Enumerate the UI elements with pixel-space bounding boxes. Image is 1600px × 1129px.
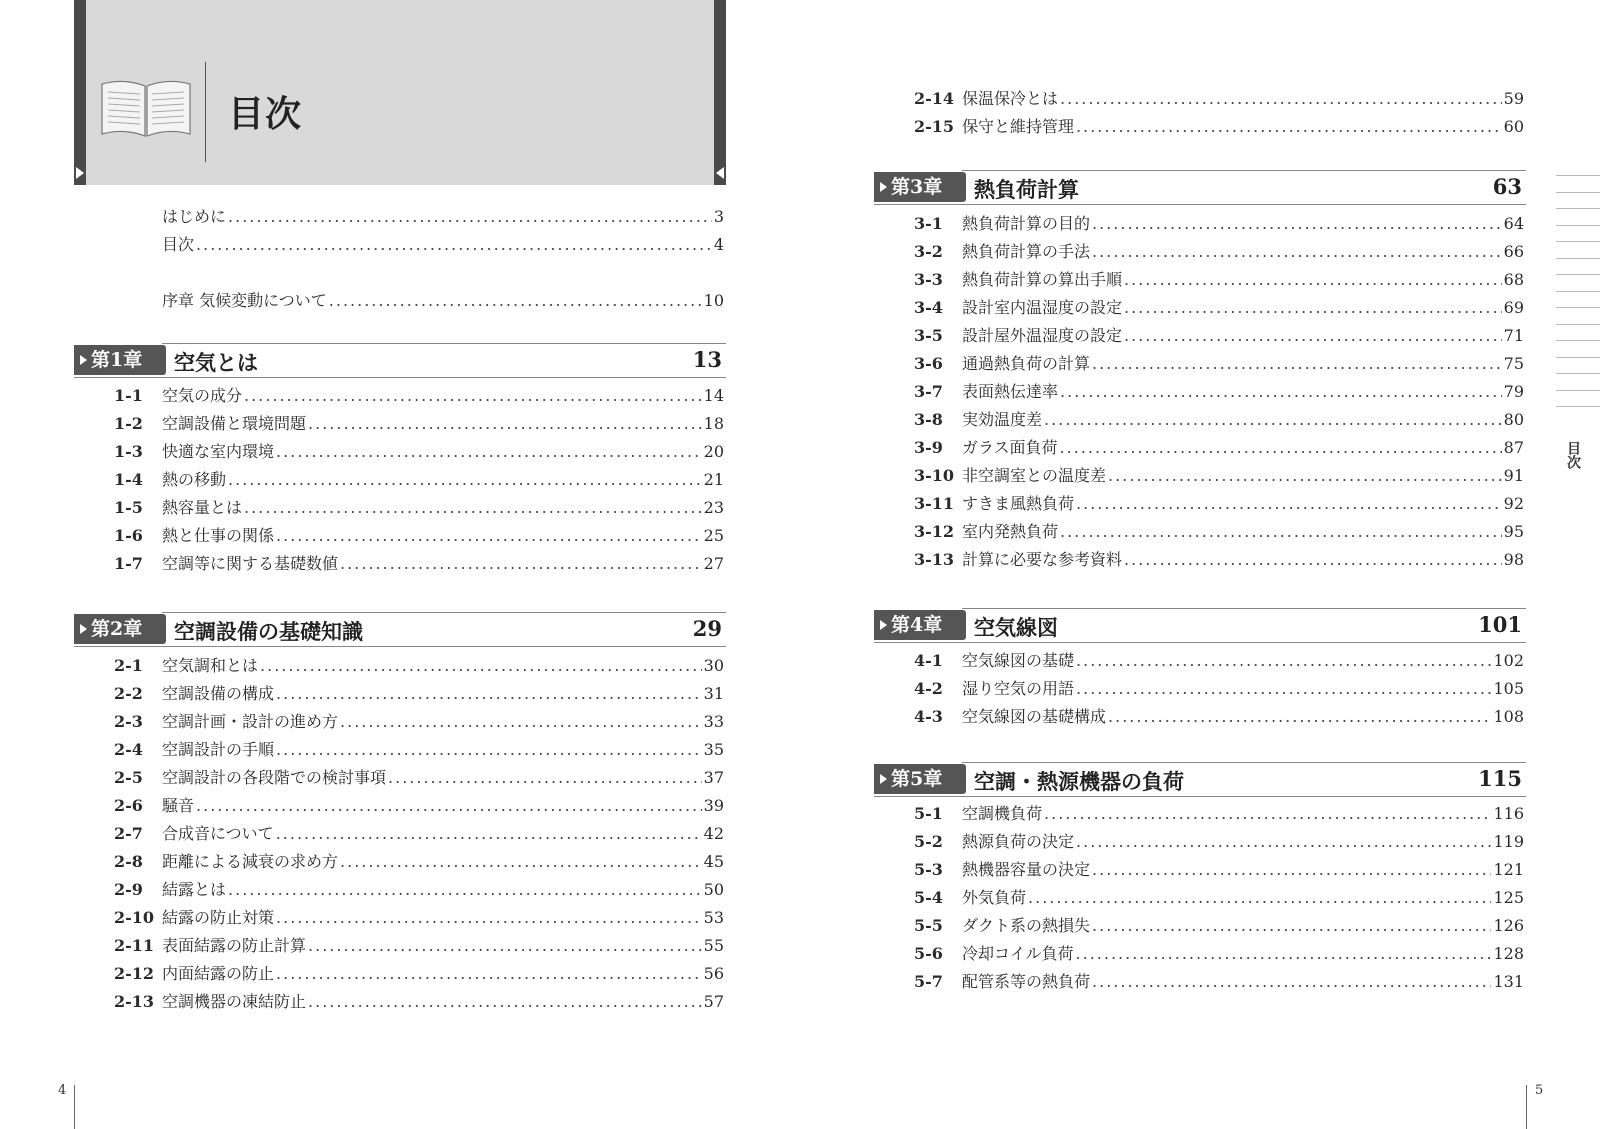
section-number: 2-5	[114, 768, 143, 787]
section-page: 98	[1503, 550, 1524, 569]
section-title: 合成音について	[162, 824, 274, 843]
section-number: 3-11	[914, 494, 955, 513]
section-number: 5-4	[914, 888, 943, 907]
section-number: 1-3	[114, 442, 143, 461]
section-title: 外気負荷	[962, 888, 1027, 907]
chapter-page: 115	[1478, 766, 1522, 791]
section-number: 3-9	[914, 438, 943, 457]
section-number: 3-8	[914, 410, 943, 429]
leader-dots	[340, 554, 702, 573]
section-number: 2-3	[114, 712, 143, 731]
section-page: 128	[1493, 944, 1524, 963]
section-page: 131	[1493, 972, 1524, 991]
section-page: 21	[703, 470, 724, 489]
toc-entry[interactable]	[914, 351, 1524, 375]
open-book-icon	[100, 78, 192, 140]
leader-dots	[340, 712, 702, 731]
section-number: 2-6	[114, 796, 143, 815]
title-divider	[205, 62, 206, 162]
chapter-page: 101	[1478, 612, 1522, 637]
chapter-badge-label: 第3章	[891, 176, 943, 198]
section-number: 2-13	[114, 992, 155, 1011]
toc-entry[interactable]	[914, 407, 1524, 431]
play-arrow-icon	[880, 620, 887, 630]
leader-dots	[1060, 89, 1502, 108]
leader-dots	[1076, 117, 1502, 136]
entry-page: 10	[703, 291, 724, 310]
section-title: 熱の移動	[162, 470, 227, 489]
toc-entry[interactable]	[914, 239, 1524, 263]
play-arrow-icon	[80, 624, 87, 634]
toc-entry[interactable]	[114, 905, 724, 929]
section-number: 3-4	[914, 298, 943, 317]
chapter-badge	[874, 764, 966, 794]
section-title: 設計屋外温湿度の設定	[962, 326, 1123, 345]
leader-dots	[308, 936, 702, 955]
toc-entry[interactable]	[914, 114, 1524, 138]
leader-dots	[244, 386, 702, 405]
chapter-page: 13	[692, 347, 722, 372]
chapter-title: 空気とは	[174, 350, 258, 375]
section-number: 5-1	[914, 804, 943, 823]
toc-entry[interactable]	[914, 648, 1524, 672]
toc-entry[interactable]	[914, 211, 1524, 235]
section-number: 2-2	[114, 684, 143, 703]
section-title: 設計室内温湿度の設定	[962, 298, 1123, 317]
chapter-title: 空調設備の基礎知識	[174, 619, 363, 644]
section-number: 4-3	[914, 707, 943, 726]
side-index-tab	[1556, 175, 1600, 423]
section-title: 空気線図の基礎構成	[962, 707, 1107, 726]
toc-entry[interactable]	[914, 829, 1524, 853]
section-number: 3-10	[914, 466, 955, 485]
section-number: 2-12	[114, 964, 155, 983]
entry-title: はじめに	[162, 207, 227, 226]
section-page: 53	[703, 908, 724, 927]
entry-page: 3	[713, 207, 724, 226]
section-number: 3-6	[914, 354, 943, 373]
leader-dots	[1076, 651, 1491, 670]
chapter-badge-label: 第2章	[91, 618, 143, 640]
toc-entry[interactable]	[914, 295, 1524, 319]
toc-entry[interactable]	[114, 821, 724, 845]
section-page: 71	[1503, 326, 1524, 345]
section-number: 5-6	[914, 944, 943, 963]
chapter-heading-1[interactable]	[74, 345, 726, 378]
section-page: 108	[1493, 707, 1524, 726]
leader-dots	[276, 526, 702, 545]
section-number: 2-1	[114, 656, 143, 675]
toc-entry[interactable]	[114, 495, 724, 519]
section-title: 空調設備と環境問題	[162, 414, 307, 433]
section-page: 64	[1503, 214, 1524, 233]
section-page: 37	[703, 768, 724, 787]
section-title: 冷却コイル負荷	[962, 944, 1074, 963]
section-page: 119	[1493, 832, 1524, 851]
section-number: 4-1	[914, 651, 943, 670]
page-title: 目次	[228, 93, 303, 135]
toc-entry[interactable]	[914, 379, 1524, 403]
section-number: 2-14	[914, 89, 955, 108]
section-number: 5-3	[914, 860, 943, 879]
toc-entry[interactable]	[914, 491, 1524, 515]
toc-entry[interactable]	[914, 86, 1524, 110]
header-corner-marker-right	[716, 167, 724, 179]
leader-dots	[276, 684, 702, 703]
chapter-heading-2[interactable]	[74, 614, 726, 647]
section-title: 騒音	[162, 796, 195, 815]
section-title: 室内発熱負荷	[962, 522, 1059, 541]
toc-entry[interactable]	[114, 961, 724, 985]
section-page: 55	[703, 936, 724, 955]
section-number: 3-12	[914, 522, 955, 541]
section-title: 保温保冷とは	[962, 89, 1059, 108]
section-page: 66	[1503, 242, 1524, 261]
leader-dots	[228, 470, 702, 489]
section-page: 69	[1503, 298, 1524, 317]
section-number: 2-11	[114, 936, 155, 955]
leader-dots	[1092, 860, 1491, 879]
chapter-page: 63	[1492, 174, 1522, 199]
section-title: 距離による減衰の求め方	[162, 852, 339, 871]
section-title: 熱負荷計算の手法	[962, 242, 1091, 261]
section-title: 空気線図の基礎	[962, 651, 1075, 670]
toc-entry[interactable]	[114, 793, 724, 817]
section-title: 非空調室との温度差	[962, 466, 1107, 485]
chapter-heading-4[interactable]	[874, 610, 1526, 643]
chapter-heading-5[interactable]	[874, 764, 1526, 797]
section-title: 計算に必要な参考資料	[962, 550, 1123, 569]
section-title: 配管系等の熱負荷	[962, 972, 1091, 991]
leader-dots	[1092, 972, 1491, 991]
toc-entry[interactable]	[114, 467, 724, 491]
leader-dots	[1060, 522, 1502, 541]
section-number: 3-7	[914, 382, 943, 401]
chapter-title: 空気線図	[974, 615, 1058, 640]
toc-entry[interactable]	[114, 737, 724, 761]
toc-entry[interactable]	[914, 801, 1524, 825]
section-title: 快適な室内環境	[162, 442, 275, 461]
section-page: 42	[703, 824, 724, 843]
section-page: 39	[703, 796, 724, 815]
section-page: 56	[703, 964, 724, 983]
page-number-right: 5	[1535, 1083, 1544, 1098]
leader-dots	[1092, 354, 1502, 373]
leader-dots	[276, 824, 702, 843]
chapter-heading-3[interactable]	[874, 172, 1526, 205]
toc-entry[interactable]	[114, 523, 724, 547]
page-number-left: 4	[58, 1083, 67, 1098]
section-title: 空調設備の構成	[162, 684, 275, 703]
section-page: 116	[1493, 804, 1524, 823]
chapter-badge	[74, 345, 166, 375]
chapter-page: 29	[692, 616, 722, 641]
section-page: 14	[703, 386, 724, 405]
play-arrow-icon	[880, 182, 887, 192]
chapter-rule	[162, 612, 726, 613]
leader-dots	[1044, 804, 1491, 823]
leader-dots	[244, 498, 702, 517]
header-edge-left	[74, 0, 86, 185]
section-page: 105	[1493, 679, 1524, 698]
leader-dots	[260, 656, 702, 675]
toc-entry[interactable]	[114, 383, 724, 407]
section-page: 57	[703, 992, 724, 1011]
leader-dots	[1124, 270, 1502, 289]
section-title: 空調設計の各段階での検討事項	[162, 768, 387, 787]
leader-dots	[1124, 298, 1502, 317]
section-page: 27	[703, 554, 724, 573]
section-title: ガラス面負荷	[962, 438, 1058, 457]
section-number: 4-2	[914, 679, 943, 698]
section-page: 35	[703, 740, 724, 759]
section-page: 92	[1503, 494, 1524, 513]
section-page: 45	[703, 852, 724, 871]
chapter-badge-label: 第4章	[891, 614, 943, 636]
section-number: 3-5	[914, 326, 943, 345]
section-title: 空気調和とは	[162, 656, 259, 675]
chapter-title: 空調・熱源機器の負荷	[974, 769, 1184, 794]
section-title: 内面結露の防止	[162, 964, 275, 983]
toc-entry[interactable]	[114, 877, 724, 901]
section-page: 121	[1493, 860, 1524, 879]
section-number: 1-5	[114, 498, 143, 517]
leader-dots	[1044, 410, 1502, 429]
leader-dots	[1028, 888, 1491, 907]
leader-dots	[1060, 438, 1502, 457]
front-matter-row[interactable]	[162, 288, 724, 312]
leader-dots	[1092, 242, 1502, 261]
leader-dots	[1060, 382, 1502, 401]
folio-rule-left	[74, 1085, 75, 1129]
section-title: 熱源負荷の決定	[962, 832, 1075, 851]
side-tab-label: 目次	[1565, 441, 1581, 469]
header-edge-right	[714, 0, 726, 185]
leader-dots	[276, 740, 702, 759]
toc-entry[interactable]	[114, 551, 724, 575]
section-number: 1-2	[114, 414, 143, 433]
toc-entry[interactable]	[114, 709, 724, 733]
section-page: 23	[703, 498, 724, 517]
section-page: 126	[1493, 916, 1524, 935]
section-number: 3-13	[914, 550, 955, 569]
chapter-rule	[962, 170, 1526, 171]
chapter-rule	[962, 608, 1526, 609]
section-number: 3-3	[914, 270, 943, 289]
toc-entry[interactable]	[114, 989, 724, 1013]
front-matter-row[interactable]	[162, 232, 724, 256]
toc-entry[interactable]	[914, 463, 1524, 487]
toc-entry[interactable]	[914, 704, 1524, 728]
chapter-badge-label: 第5章	[891, 768, 943, 790]
chapter-badge-label: 第1章	[91, 349, 143, 371]
header-corner-marker-left	[76, 167, 84, 179]
toc-entry[interactable]	[914, 267, 1524, 291]
leader-dots	[308, 992, 702, 1011]
toc-entry[interactable]	[914, 913, 1524, 937]
leader-dots	[276, 442, 702, 461]
toc-entry[interactable]	[114, 849, 724, 873]
leader-dots	[196, 235, 712, 254]
leader-dots	[276, 908, 702, 927]
toc-entry[interactable]	[914, 969, 1524, 993]
section-title: 熱負荷計算の目的	[962, 214, 1091, 233]
toc-entry[interactable]	[914, 323, 1524, 347]
section-number: 2-10	[114, 908, 155, 927]
leader-dots	[196, 796, 702, 815]
section-page: 80	[1503, 410, 1524, 429]
section-page: 50	[703, 880, 724, 899]
section-title: 熱機器容量の決定	[962, 860, 1091, 879]
toc-entry[interactable]	[914, 941, 1524, 965]
chapter-badge	[874, 172, 966, 202]
section-title: 結露の防止対策	[162, 908, 275, 927]
toc-entry[interactable]	[914, 435, 1524, 459]
section-number: 2-8	[114, 852, 143, 871]
section-page: 79	[1503, 382, 1524, 401]
section-page: 60	[1503, 117, 1524, 136]
section-page: 91	[1503, 466, 1524, 485]
leader-dots	[388, 768, 702, 787]
section-title: 表面結露の防止計算	[162, 936, 307, 955]
leader-dots	[1124, 326, 1502, 345]
section-page: 75	[1503, 354, 1524, 373]
section-page: 33	[703, 712, 724, 731]
section-title: 空調等に関する基礎数値	[162, 554, 339, 573]
section-title: 空調設計の手順	[162, 740, 275, 759]
leader-dots	[1124, 550, 1502, 569]
chapter-rule	[162, 343, 726, 344]
toc-entry[interactable]	[114, 411, 724, 435]
section-number: 1-4	[114, 470, 143, 489]
section-title: 実効温度差	[962, 410, 1043, 429]
section-page: 68	[1503, 270, 1524, 289]
leader-dots	[1092, 916, 1491, 935]
chapter-title: 熱負荷計算	[974, 177, 1079, 202]
front-matter-row[interactable]	[162, 204, 724, 228]
chapter-rule	[962, 762, 1526, 763]
folio-rule-right	[1526, 1085, 1527, 1129]
toc-entry[interactable]	[914, 676, 1524, 700]
leader-dots	[1076, 832, 1491, 851]
section-number: 2-7	[114, 824, 143, 843]
leader-dots	[1076, 494, 1502, 513]
section-page: 18	[703, 414, 724, 433]
play-arrow-icon	[80, 355, 87, 365]
section-title: 空調計画・設計の進め方	[162, 712, 339, 731]
section-number: 5-7	[914, 972, 943, 991]
section-page: 87	[1503, 438, 1524, 457]
section-number: 2-4	[114, 740, 143, 759]
section-title: 保守と維持管理	[962, 117, 1075, 136]
entry-page: 4	[713, 235, 724, 254]
section-number: 2-9	[114, 880, 143, 899]
section-number: 3-1	[914, 214, 943, 233]
section-number: 5-5	[914, 916, 943, 935]
section-title: 空気の成分	[162, 386, 243, 405]
leader-dots	[308, 414, 702, 433]
leader-dots	[1092, 214, 1502, 233]
section-number: 1-6	[114, 526, 143, 545]
section-title: 熱負荷計算の算出手順	[962, 270, 1123, 289]
leader-dots	[329, 291, 702, 310]
leader-dots	[1076, 944, 1492, 963]
section-page: 95	[1503, 522, 1524, 541]
toc-entry[interactable]	[114, 681, 724, 705]
leader-dots	[276, 964, 702, 983]
toc-entry[interactable]	[914, 885, 1524, 909]
section-number: 2-15	[914, 117, 955, 136]
section-number: 1-7	[114, 554, 143, 573]
section-title: 空調機器の凍結防止	[162, 992, 307, 1011]
leader-dots	[1076, 679, 1491, 698]
leader-dots	[228, 207, 712, 226]
leader-dots	[228, 880, 702, 899]
section-page: 102	[1493, 651, 1524, 670]
toc-entry[interactable]	[114, 653, 724, 677]
leader-dots	[1108, 707, 1491, 726]
section-page: 125	[1493, 888, 1524, 907]
play-arrow-icon	[880, 774, 887, 784]
entry-title: 目次	[162, 235, 195, 254]
leader-dots	[1108, 466, 1502, 485]
section-title: 表面熱伝達率	[962, 382, 1059, 401]
section-page: 31	[703, 684, 724, 703]
chapter-badge	[74, 614, 166, 644]
section-page: 30	[703, 656, 724, 675]
section-number: 3-2	[914, 242, 943, 261]
section-number: 5-2	[914, 832, 943, 851]
toc-entry[interactable]	[914, 519, 1524, 543]
section-title: 熱と仕事の関係	[162, 526, 275, 545]
section-number: 1-1	[114, 386, 143, 405]
section-title: 空調機負荷	[962, 804, 1043, 823]
toc-entry[interactable]	[114, 933, 724, 957]
chapter-badge	[874, 610, 966, 640]
section-page: 20	[703, 442, 724, 461]
leader-dots	[340, 852, 702, 871]
toc-entry[interactable]	[114, 439, 724, 463]
section-page: 59	[1503, 89, 1524, 108]
toc-entry[interactable]	[914, 547, 1524, 571]
section-title: すきま風熱負荷	[962, 494, 1075, 513]
entry-title: 序章 気候変動について	[162, 291, 327, 310]
section-title: ダクト系の熱損失	[962, 916, 1091, 935]
section-page: 25	[703, 526, 724, 545]
toc-entry[interactable]	[914, 857, 1524, 881]
toc-entry[interactable]	[114, 765, 724, 789]
section-title: 通過熱負荷の計算	[962, 354, 1091, 373]
section-title: 湿り空気の用語	[962, 679, 1075, 698]
section-title: 熱容量とは	[162, 498, 243, 517]
section-title: 結露とは	[162, 880, 227, 899]
